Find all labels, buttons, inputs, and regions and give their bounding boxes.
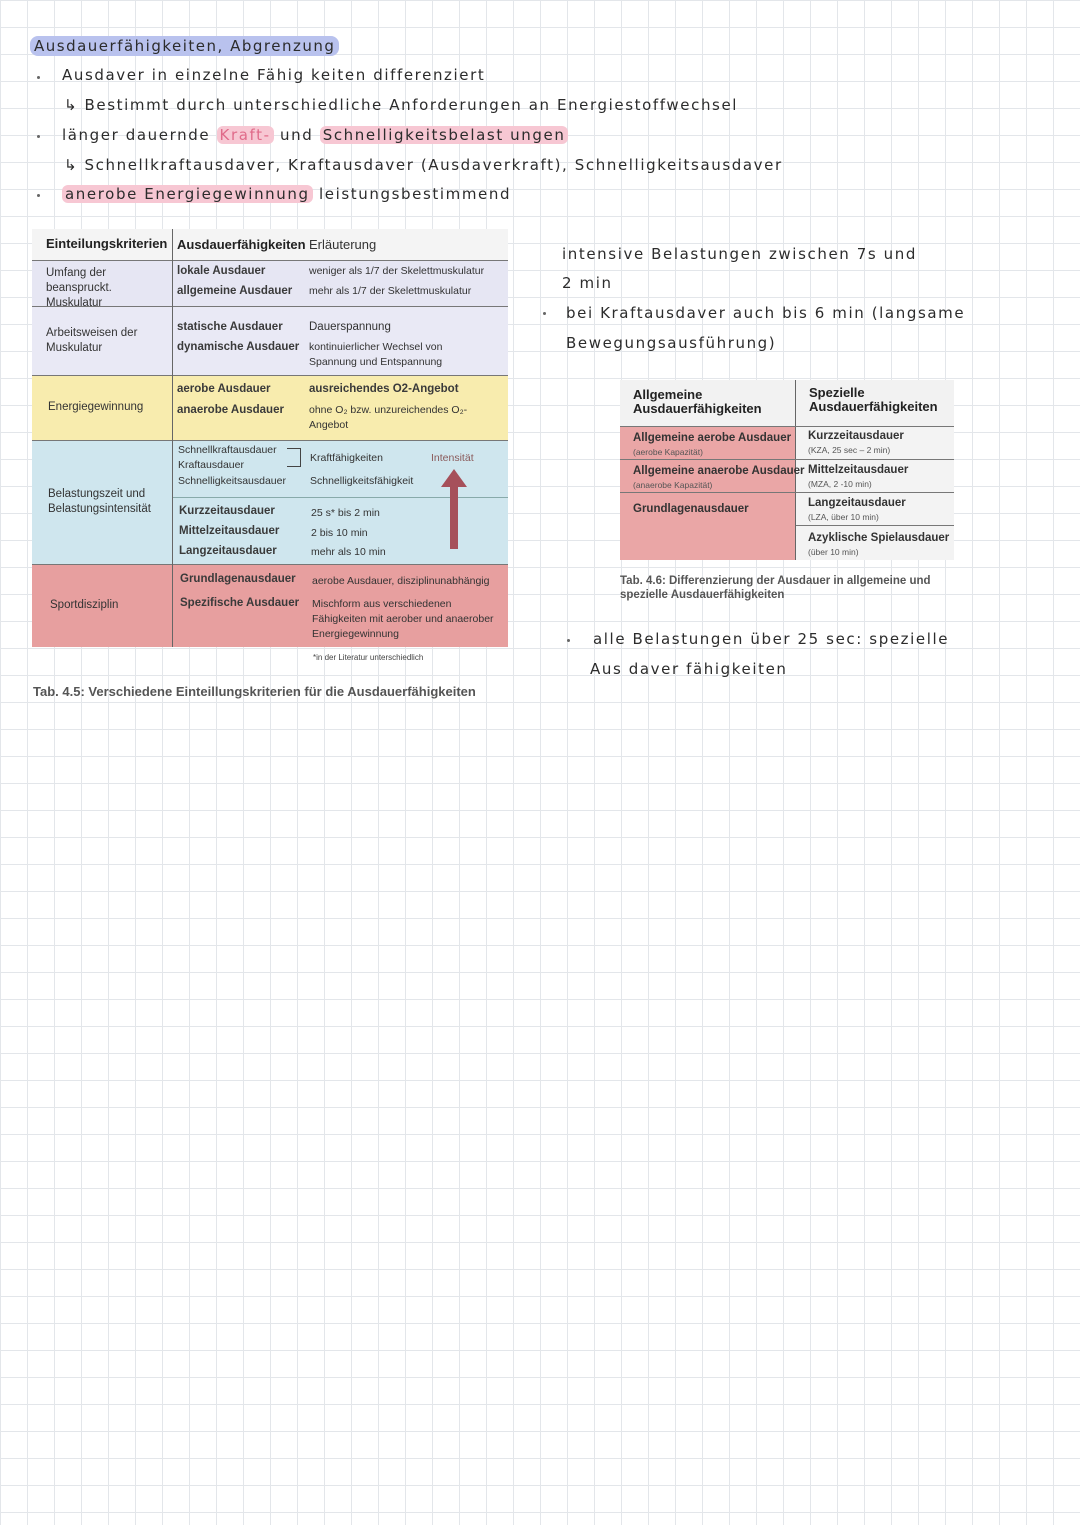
- header-spezielle: Spezielle Ausdauerfähigkeiten: [809, 385, 938, 414]
- row-belastung-a3: Schnelligkeitsausdauer: [178, 475, 286, 487]
- row-umfang-e1: weniger als 1/7 der Skelettmuskulatur: [309, 265, 485, 277]
- row-arbeit-a1: statische Ausdauer: [177, 321, 283, 333]
- spez-langzeit-sub: (LZA, über 10 min): [808, 512, 879, 522]
- row-belastung-a2: Kraftausdauer: [178, 459, 244, 471]
- header-erlaeuterung: Erläuterung: [309, 237, 377, 252]
- table-4-5-caption: Tab. 4.5: Verschiedene Einteillungskriterien für die Ausdauerfähigkeiten: [33, 684, 476, 699]
- row-sport-a2: Spezifische Ausdauer: [180, 597, 300, 609]
- allg-aerob-sub: (aerobe Kapazität): [633, 447, 703, 457]
- row-belastung-label: Belastungszeit und Belastungsintensität: [48, 488, 151, 515]
- right-note-5: alle Belastungen über 25 sec: spezielle: [593, 630, 950, 648]
- row-arbeit-a2: dynamische Ausdauer: [177, 341, 300, 353]
- row-sport-label: Sportdisziplin: [50, 599, 119, 611]
- spez-mittelzeit: Mittelzeitausdauer: [808, 464, 909, 476]
- allg-aerob: Allgemeine aerobe Ausdauer: [633, 432, 792, 444]
- row-sport-e2: Mischform aus verschiedenen Fähigkeiten mit aerober und anaerober Energiegewinnung: [312, 598, 494, 640]
- row-umfang-a1: lokale Ausdauer: [177, 265, 266, 277]
- bullet: [567, 639, 570, 642]
- right-note-3: bei Kraftausdaver auch bis 6 min (langsame: [566, 304, 966, 322]
- row-umfang-a2: allgemeine Ausdauer: [177, 285, 293, 297]
- row-umfang-e2: mehr als 1/7 der Skelettmuskulatur: [309, 285, 472, 297]
- allg-anaerob-sub: (anaerobe Kapazität): [633, 480, 713, 490]
- divider: [32, 564, 508, 565]
- bullet: [543, 312, 546, 315]
- spez-spiel-sub: (über 10 min): [808, 547, 859, 557]
- note-line-2: ↳ Bestimmt durch unterschiedliche Anforderungen an Energiestoffwechsel: [64, 96, 739, 114]
- divider: [172, 229, 173, 647]
- spez-mittelzeit-sub: (MZA, 2 -10 min): [808, 479, 872, 489]
- table-4-6-caption: Tab. 4.6: Differenzierung der Ausdauer in allgemeine und spezielle Ausdauerfähigkeiten: [620, 575, 931, 601]
- bullet: [37, 194, 40, 197]
- bracket: [287, 448, 301, 467]
- grundlagen: Grundlagenausdauer: [633, 503, 749, 515]
- note-text: und: [273, 126, 320, 144]
- row-zeit-f3: mehr als 10 min: [311, 546, 386, 558]
- row-energie-a1: aerobe Ausdauer: [177, 383, 271, 395]
- spez-kurzzeit-sub: (KZA, 25 sec – 2 min): [808, 445, 891, 455]
- highlight-schnelligkeit: Schnelligkeitsbelast ungen: [320, 126, 569, 144]
- divider: [620, 459, 954, 460]
- row-zeit-b3: Langzeitausdauer: [179, 545, 277, 557]
- right-note-4: Bewegungsausführung): [566, 334, 777, 352]
- divider: [32, 260, 508, 261]
- header-faehigkeiten: Ausdauerfähigkeiten: [177, 237, 306, 252]
- row-umfang-label: Umfang der beanspruckt. Muskulatur: [46, 267, 112, 309]
- divider: [32, 440, 508, 441]
- bullet: [37, 135, 40, 138]
- right-note-2: 2 min: [562, 274, 613, 292]
- row-zeit-b2: Mittelzeitausdauer: [179, 525, 280, 537]
- row-arbeit-e2: kontinuierlicher Wechsel von Spannung und Entspannung: [309, 341, 443, 368]
- right-note-6: Aus daver fähigkeiten: [590, 660, 788, 678]
- row-sport-e1: aerobe Ausdauer, disziplinunabhängig: [312, 575, 490, 587]
- row-belastung-e1: Kraftfähigkeiten: [310, 452, 383, 464]
- row-energie-e1: ausreichendes O2-Angebot: [309, 383, 459, 395]
- row-belastung-e2: Schnelligkeitsfähigkeit: [310, 475, 414, 487]
- table-4-5: [32, 229, 508, 647]
- note-line-5: [62, 185, 511, 203]
- bullet: [37, 76, 40, 79]
- row-belastung-a1: Schnellkraftausdauer: [178, 444, 277, 456]
- spez-kurzzeit: Kurzzeitausdauer: [808, 430, 904, 442]
- highlight-kraft: Kraft-: [217, 126, 274, 144]
- row-zeit-b1: Kurzzeitausdauer: [179, 505, 275, 517]
- note-line-1: Ausdaver in einzelne Fähig keiten differenziert: [62, 66, 486, 84]
- row-sport-a1: Grundlagenausdauer: [180, 573, 296, 585]
- right-note-1: intensive Belastungen zwischen 7s und: [562, 245, 918, 263]
- header-allgemeine: Allgemeine Ausdauerfähigkeiten: [633, 387, 762, 416]
- row-energie-e2: ohne O₂ bzw. unzureichendes O₂-Angebot: [309, 404, 468, 431]
- note-text: länger dauernde: [62, 126, 217, 144]
- note-line-3: [62, 126, 568, 144]
- row-zeit-f1: 25 s* bis 2 min: [311, 507, 380, 519]
- row-energie-label: Energiegewinnung: [48, 401, 144, 413]
- header-kriterien: Einteilungskriterien: [46, 236, 168, 251]
- divider: [620, 426, 954, 427]
- spez-spiel: Azyklische Spielausdauer: [808, 532, 950, 544]
- highlight-anerobe: anerobe Energiegewinnung: [62, 185, 313, 203]
- intensity-arrow-icon: [440, 469, 468, 549]
- table-4-5-footnote: *in der Literatur unterschiedlich: [313, 653, 424, 662]
- row-arbeit-label: Arbeitsweisen der Muskulatur: [46, 327, 138, 354]
- allg-anaerob: Allgemeine anaerobe Ausdauer: [633, 465, 805, 477]
- note-line-4: ↳ Schnellkraftausdaver, Kraftausdaver (Ausdaverkraft), Schnelligkeitsausdaver: [64, 156, 783, 174]
- table-4-6: [620, 380, 954, 560]
- page-title: Ausdauerfähigkeiten, Abgrenzung: [30, 36, 339, 56]
- divider: [620, 492, 954, 493]
- divider: [32, 375, 508, 376]
- row-arbeit-e1: Dauerspannung: [309, 321, 391, 333]
- intensity-label: Intensität: [431, 452, 474, 464]
- divider: [796, 525, 954, 526]
- spez-langzeit: Langzeitausdauer: [808, 497, 906, 509]
- row-zeit-f2: 2 bis 10 min: [311, 527, 368, 539]
- note-text: leistungsbestimmend: [312, 185, 512, 203]
- row-energie-a2: anaerobe Ausdauer: [177, 404, 284, 416]
